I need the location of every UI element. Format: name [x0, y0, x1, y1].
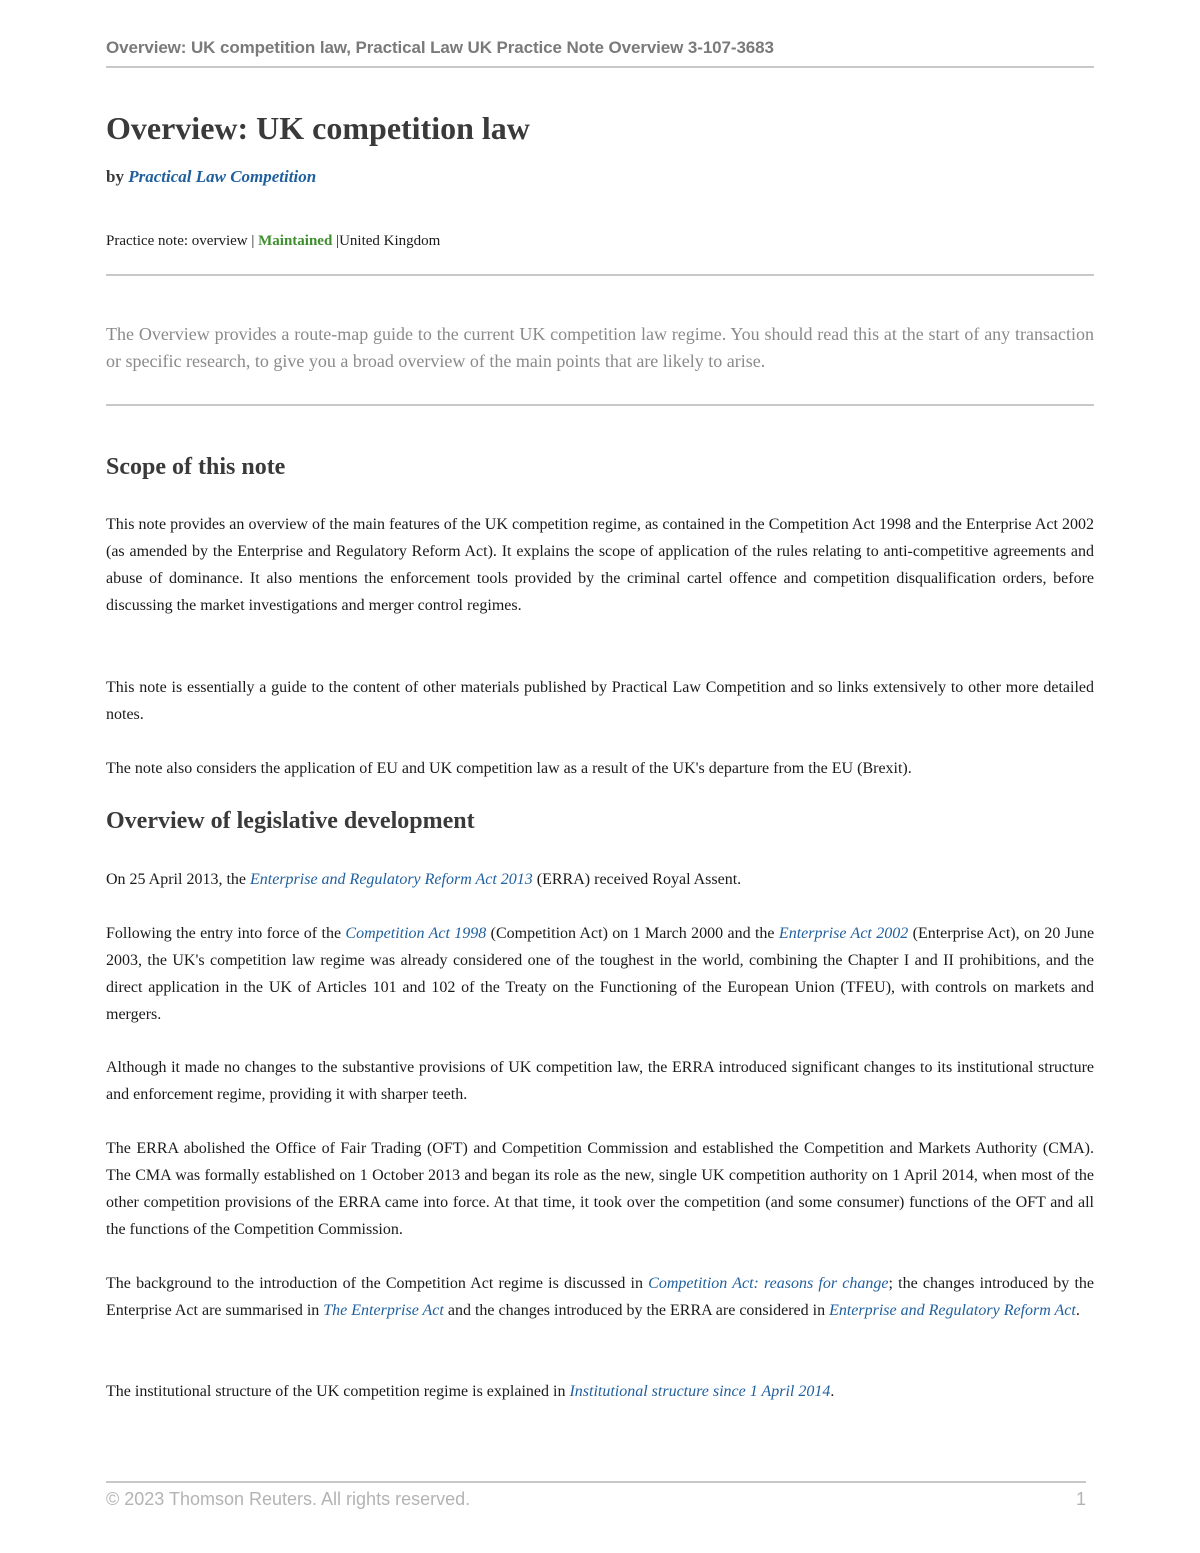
paragraph: Although it made no changes to the substantive provisions of UK competition law, the ERRA introduced significant changes to its institutional structure and enforcement regime, providing it with sharper teeth.: [106, 1059, 1094, 1103]
paragraph: [106, 920, 1094, 1028]
text-run: ; the changes introduced by the Enterprise Act are summarised in: [106, 1275, 1095, 1319]
section-heading-legislative: Overview of legislative development: [106, 808, 475, 834]
abstract: The Overview provides a route-map guide to the current UK competition law regime. You should read this at the start of any transaction or specific research, to give you a broad overview of the main points that are likely to arise.: [106, 324, 1094, 371]
page-number: 1: [1075, 1489, 1086, 1509]
link-competition-act-1998[interactable]: Competition Act 1998: [345, 925, 487, 942]
meta-separator: |: [251, 233, 255, 249]
byline-prefix: by: [106, 167, 124, 186]
link-enterprise-act-2002[interactable]: Enterprise Act 2002: [778, 925, 909, 942]
running-header: Overview: UK competition law, Practical Law UK Practice Note Overview 3-107-3683: [106, 38, 774, 57]
header-divider: [106, 66, 1094, 68]
abstract-divider: [106, 404, 1094, 406]
link-erra[interactable]: Enterprise and Regulatory Reform Act: [829, 1302, 1076, 1319]
text-run: .: [830, 1383, 835, 1400]
paragraph: This note is essentially a guide to the content of other materials published by Practical Law Competition and so links extensively to other more detailed notes.: [106, 679, 1094, 723]
text-run: (Competition Act) on 1 March 2000 and the: [486, 925, 779, 942]
link-the-enterprise-act[interactable]: The Enterprise Act: [323, 1302, 444, 1319]
paragraph: The ERRA abolished the Office of Fair Trading (OFT) and Competition Commission and established the Competition and Markets Authority (CMA). The CMA was formally established on 1 October 2013 and began its role as the new, single UK competition authority on 1 April 2014, when most of the other competition provisions of the ERRA came into force. At that time, it took over the competition (and some consumer) functions of the OFT and all the functions of the Competition Commission.: [106, 1140, 1094, 1238]
text-run: Following the entry into force of the: [106, 925, 346, 942]
meta-separator: |: [336, 233, 340, 249]
text-run: and the changes introduced by the ERRA are considered in: [443, 1302, 830, 1319]
text-run: (ERRA) received Royal Assent.: [532, 871, 742, 888]
footer-copyright: © 2023 Thomson Reuters. All rights reserved.: [106, 1489, 471, 1509]
meta-jurisdiction: United Kingdom: [339, 233, 441, 249]
paragraph: The note also considers the application of EU and UK competition law as a result of the UK's departure from the EU (Brexit).: [106, 760, 912, 777]
link-erra-2013[interactable]: Enterprise and Regulatory Reform Act 2013: [250, 871, 533, 888]
document-title: Overview: UK competition law: [106, 110, 530, 146]
paragraph: This note provides an overview of the main features of the UK competition regime, as contained in the Competition Act 1998 and the Enterprise Act 2002 (as amended by the Enterprise and Regulatory Reform Act). It explains the scope of application of the rules relating to anti-competitive agreements and abuse of dominance. It also mentions the enforcement tools provided by the criminal cartel offence and competition disqualification orders, before discussing the market investigations and merger control regimes.: [106, 516, 1094, 614]
link-institutional-structure[interactable]: Institutional structure since 1 April 2014: [569, 1383, 831, 1400]
paragraph: [106, 866, 1094, 893]
paragraph: [106, 1270, 1094, 1324]
text-run: The institutional structure of the UK competition regime is explained in: [106, 1383, 570, 1400]
text-run: The background to the introduction of the Competition Act regime is discussed in: [106, 1275, 649, 1292]
footer-divider: [106, 1481, 1086, 1483]
byline: [106, 167, 316, 187]
text-run: On 25 April 2013, the: [106, 871, 250, 888]
document-meta: [106, 233, 440, 250]
paragraph: [106, 1378, 1094, 1405]
author-link[interactable]: Practical Law Competition: [128, 167, 317, 186]
text-run: (Enterprise Act), on 20 June 2003, the UK's competition law regime was already considered one of the toughest in the world, combining the Chapter I and II prohibitions, and the direct application in the UK of Articles 101 and 102 of the Treaty on the Functioning of the European Union (TFEU), with controls on markets and mergers.: [106, 925, 1095, 1023]
text-run: .: [1075, 1302, 1080, 1319]
meta-divider: [106, 274, 1094, 276]
section-heading-scope: Scope of this note: [106, 454, 286, 480]
meta-type: Practice note: overview: [106, 233, 248, 249]
status-badge: Maintained: [258, 233, 333, 249]
link-competition-act-reasons[interactable]: Competition Act: reasons for change: [648, 1275, 889, 1292]
